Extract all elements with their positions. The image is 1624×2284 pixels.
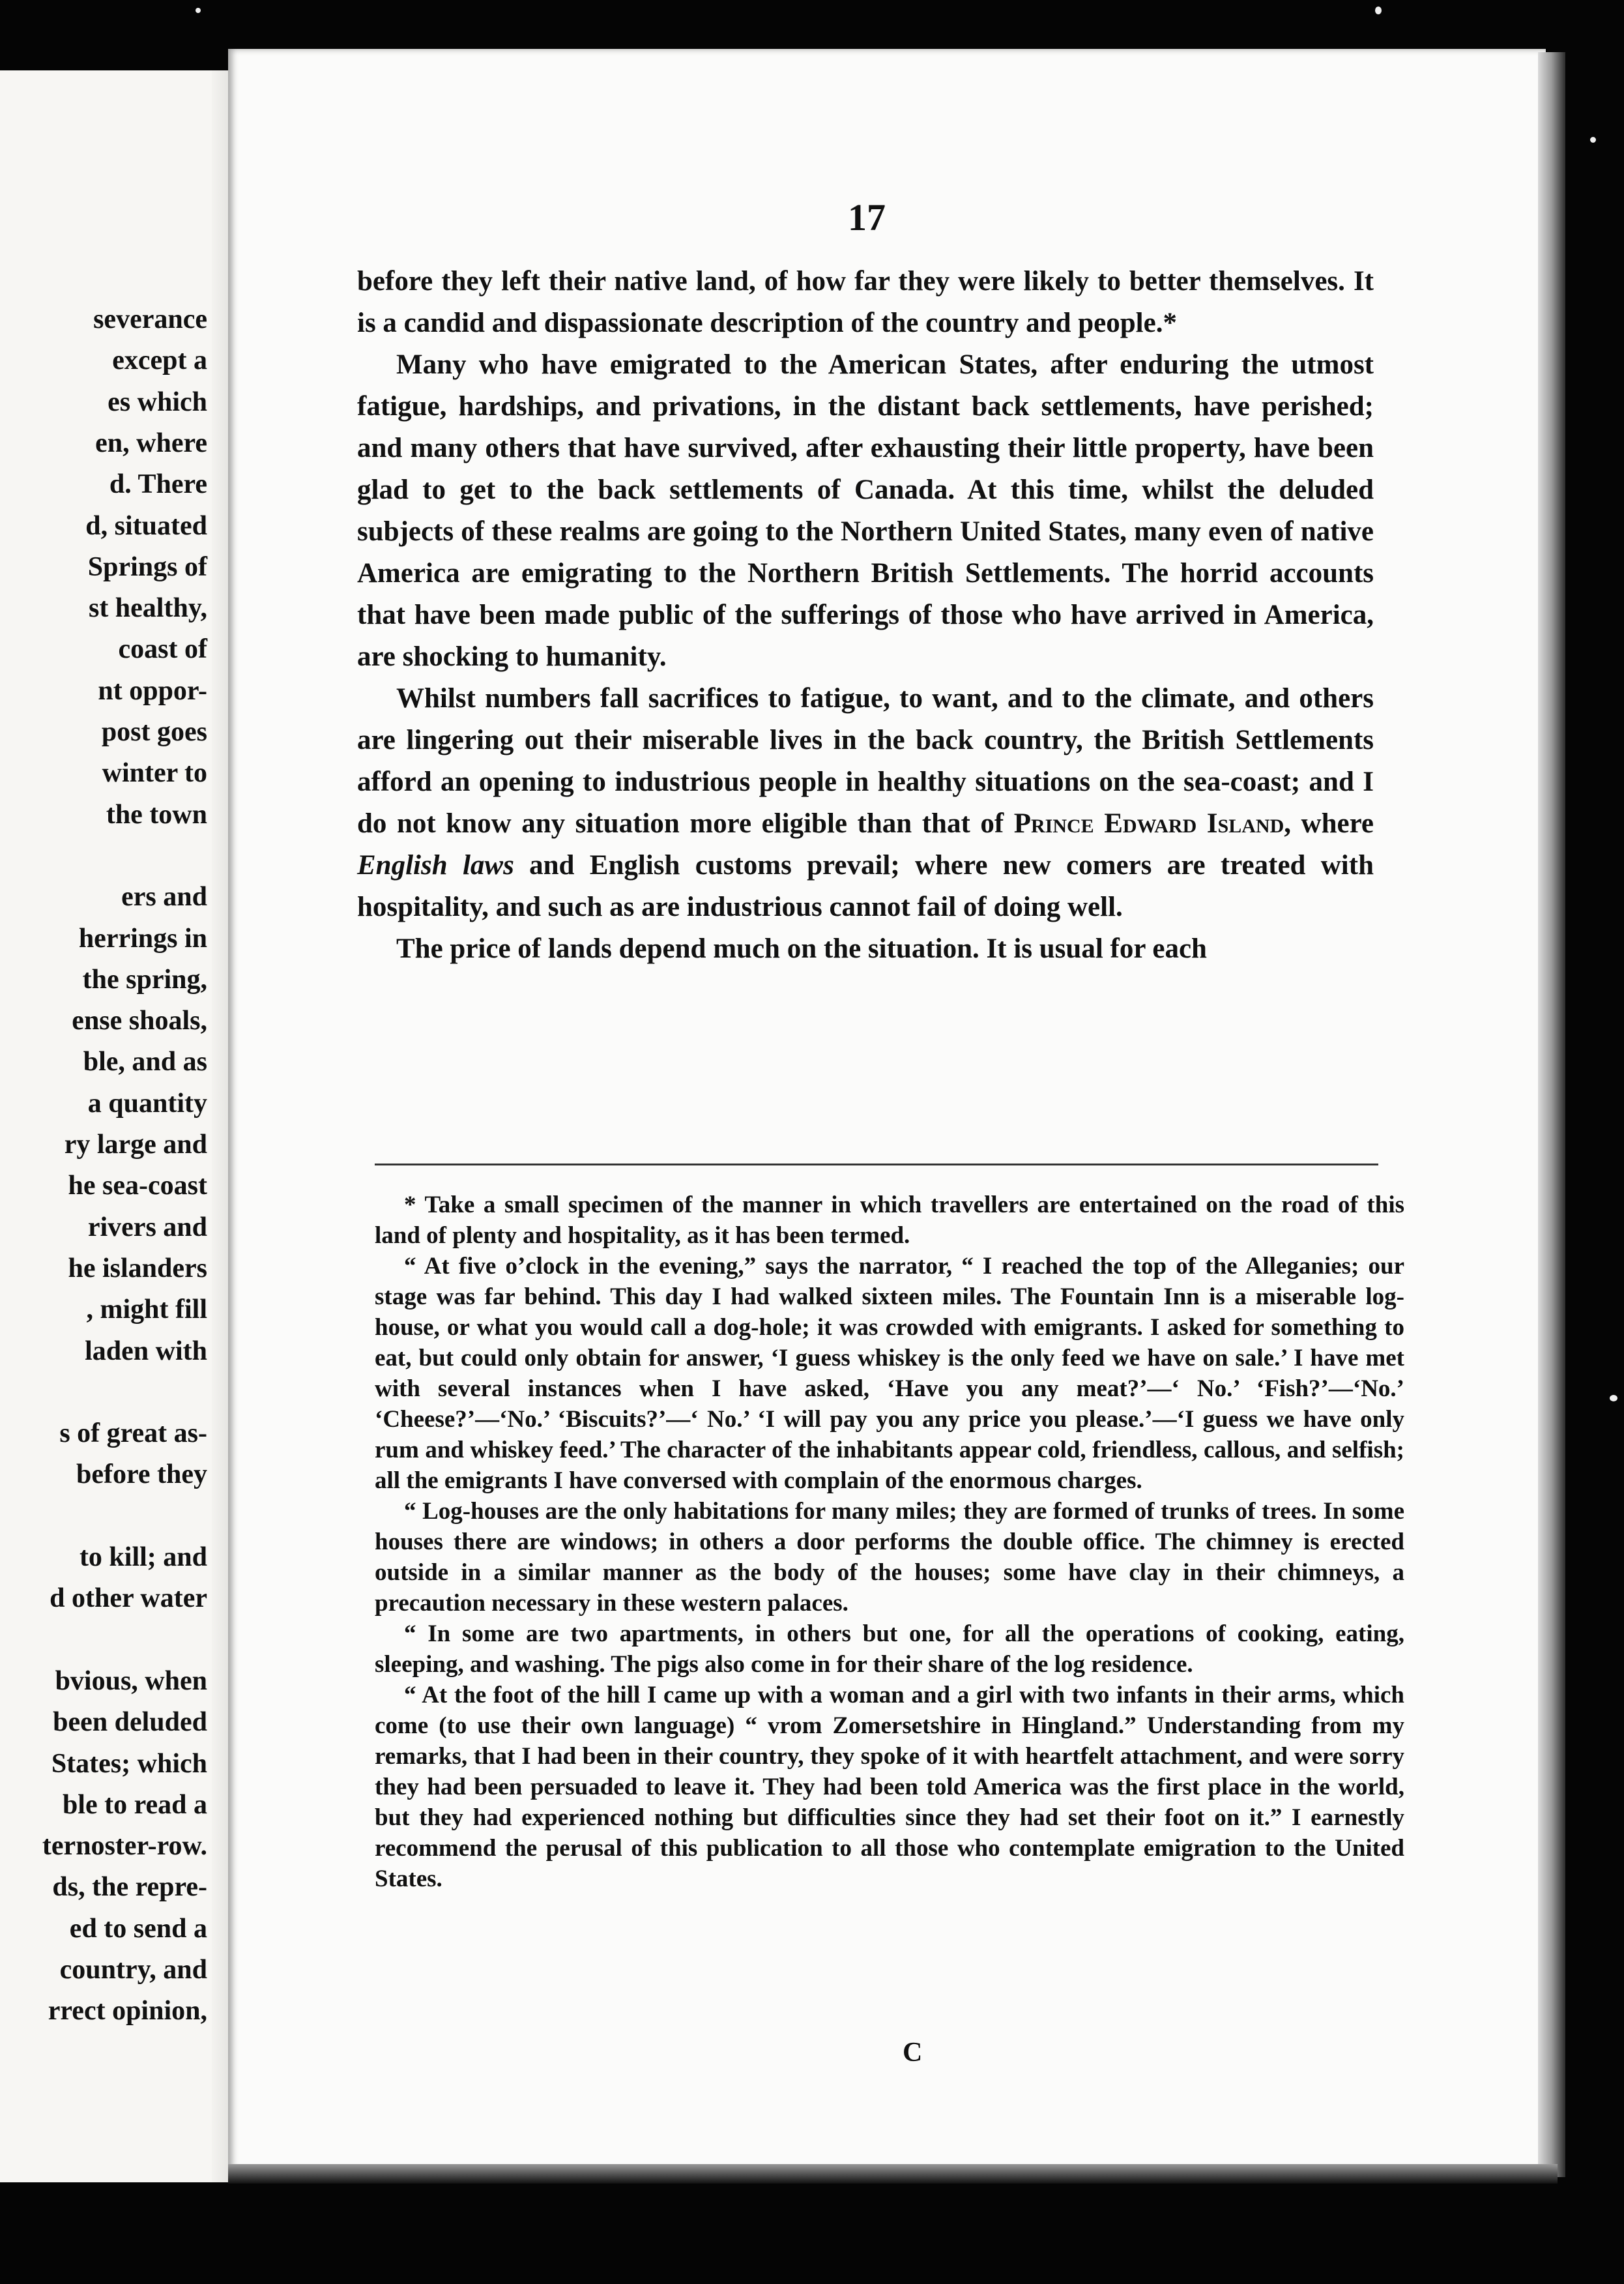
scan-speck	[1375, 7, 1382, 14]
left-page-line: , might fill	[86, 1295, 207, 1325]
paragraph-3-text: , where	[1284, 808, 1374, 839]
italic-phrase: English laws	[357, 850, 514, 881]
paragraph-4: The price of lands depend much on the situation. It is usual for each	[396, 933, 1207, 964]
footnote-paragraph: “ In some are two apartments, in others but one, for all the operations of cooking, eating, sleeping, and washing. The pigs also come in for their share of the log residence.	[375, 1620, 1404, 1678]
scan-speck	[196, 8, 201, 13]
left-page-line: ternoster-row.	[42, 1831, 207, 1862]
signature-mark: C	[903, 2038, 923, 2068]
left-page-line: the spring,	[82, 964, 207, 995]
left-page-line: rivers and	[87, 1212, 207, 1242]
footnote-paragraph: “ Log-houses are the only habitations for many miles; they are formed of trunks of trees. In some houses there are windows; in others a door performs the double office. The chimney is erected outside in a similar manner as the body of the houses; some have clay in their chimneys, a precaution necessary in these western palaces.	[375, 1498, 1404, 1617]
footnote-paragraph: “ At five o’clock in the evening,” says the narrator, “ I reached the top of the Alleganies; our stage was far behind. This day I had walked sixteen miles. The Fountain Inn is a miserable log-house, or what you would call a dog-hole; it was crowded with emigrants. I asked for something to eat, but could only obtain for answer, ‘I guess whiskey is the only feed we have on sale.’ I have met with several instances when I have asked, ‘Have you any meat?’—‘ No.’ ‘Fish?’—‘No.’ ‘Cheese?’—‘No.’ ‘Biscuits?’—‘ No.’ ‘I will pay you any price you please.’—‘I guess we have only rum and whiskey feed.’ The character of the inhabitants appear cold, friendless, callous, and selfish; all the emigrants I have conversed with complain of the enormous charges.	[375, 1253, 1404, 1494]
paragraph-3-text: Whilst numbers fall sacrifices to fatigue, to want, and to the climate, and others are lingering out their miserable lives in the back country, the British Settlements afford an opening to industrious people in healthy situations on the sea-coast; and I do not know any situation more eligible than that of	[357, 683, 1374, 839]
footnote-rule	[375, 1164, 1378, 1165]
left-page-line: to kill; and	[79, 1542, 207, 1572]
paragraph-2: Many who have emigrated to the American States, after enduring the utmost fatigue, hardships, and privations, in the distant back settlements, have perished; and many others that have survived, after exhausting their little property, have been glad to get to the back settlements of Canada. At this time, whilst the deluded subjects of these realms are going to the Northern United States, many even of native America are emigrating to the Northern British Settlements. The horrid accounts that have been made public of the sufferings of those who have arrived in America, are shocking to humanity.	[357, 349, 1374, 672]
left-page-line: d, situated	[85, 510, 207, 541]
left-page-line: winter to	[102, 758, 207, 789]
page-bottom-shadow	[228, 2164, 1558, 2184]
footnotes	[375, 1190, 1404, 1894]
scan-speck	[1590, 137, 1596, 143]
left-page-line: ed to send a	[69, 1913, 207, 1944]
left-page-line: the town	[106, 799, 207, 830]
main-text	[357, 261, 1374, 970]
left-page-line: ry large and	[64, 1130, 207, 1160]
scan-speck	[1610, 1395, 1617, 1401]
left-page-line: ble, and as	[83, 1047, 207, 1077]
left-page-line: he islanders	[68, 1253, 207, 1283]
place-name: Prince Edward Island	[1013, 808, 1284, 839]
left-page-line: ds, the repre-	[52, 1872, 207, 1903]
paragraph-1: before they left their native land, of how far they were likely to better themselves. It is a candid and dispassionate description of the country and people.*	[357, 266, 1374, 338]
left-page-line: except a	[112, 345, 207, 376]
left-page-line: en, where	[95, 428, 207, 458]
paragraph-3	[357, 678, 1374, 928]
left-page-line: post goes	[101, 717, 207, 747]
left-page-line: ers and	[121, 882, 207, 913]
left-page-line: severance	[93, 304, 207, 334]
left-page-line: s of great as-	[59, 1418, 207, 1449]
left-page-line: country, and	[59, 1955, 207, 1985]
left-page-line: es which	[108, 387, 207, 417]
left-page-line: been deluded	[53, 1707, 207, 1738]
left-page-line: ble to read a	[62, 1789, 207, 1820]
left-page-line: laden with	[85, 1336, 207, 1366]
left-page-line: a quantity	[87, 1088, 207, 1119]
left-page-line: bvious, when	[55, 1665, 207, 1696]
left-page-line: States; which	[51, 1748, 207, 1779]
left-page-line: nt oppor-	[98, 675, 207, 706]
left-page-line: d other water	[50, 1583, 207, 1614]
left-page-line: Springs of	[87, 551, 207, 582]
left-page-line: coast of	[118, 634, 207, 665]
page-edge	[1538, 52, 1565, 2177]
page-number: 17	[848, 196, 886, 239]
left-page-line: before they	[76, 1459, 207, 1490]
left-page-line: ense shoals,	[72, 1006, 207, 1036]
left-page-line: d. There	[109, 469, 207, 500]
paragraph-3-text: and English customs prevail; where new comers are treated with hospitality, and such as are industrious cannot fail of doing well.	[357, 850, 1374, 922]
left-page-line: rrect opinion,	[48, 1996, 207, 2027]
footnote-paragraph: * Take a small specimen of the manner in which travellers are entertained on the road of this land of plenty and hospitality, as it has been termed.	[375, 1192, 1404, 1249]
left-page-line: st healthy,	[88, 593, 207, 624]
left-page-line: he sea-coast	[68, 1171, 207, 1201]
footnote-paragraph: “ At the foot of the hill I came up with a woman and a girl with two infants in their arms, which come (to use their own language) “ vrom Zomersetshire in Hingland.” Understanding from my remarks, that I had been in their country, they spoke of it with heartfelt attachment, and were sorry they had been persuaded to leave it. They had been told America was the first place in the world, but they had experienced nothing but difficulties since they had set their foot on it.” I earnestly recommend the perusal of this publication to all those who contemplate emigration to the United States.	[375, 1682, 1404, 1892]
left-page-line: herrings in	[78, 923, 207, 954]
